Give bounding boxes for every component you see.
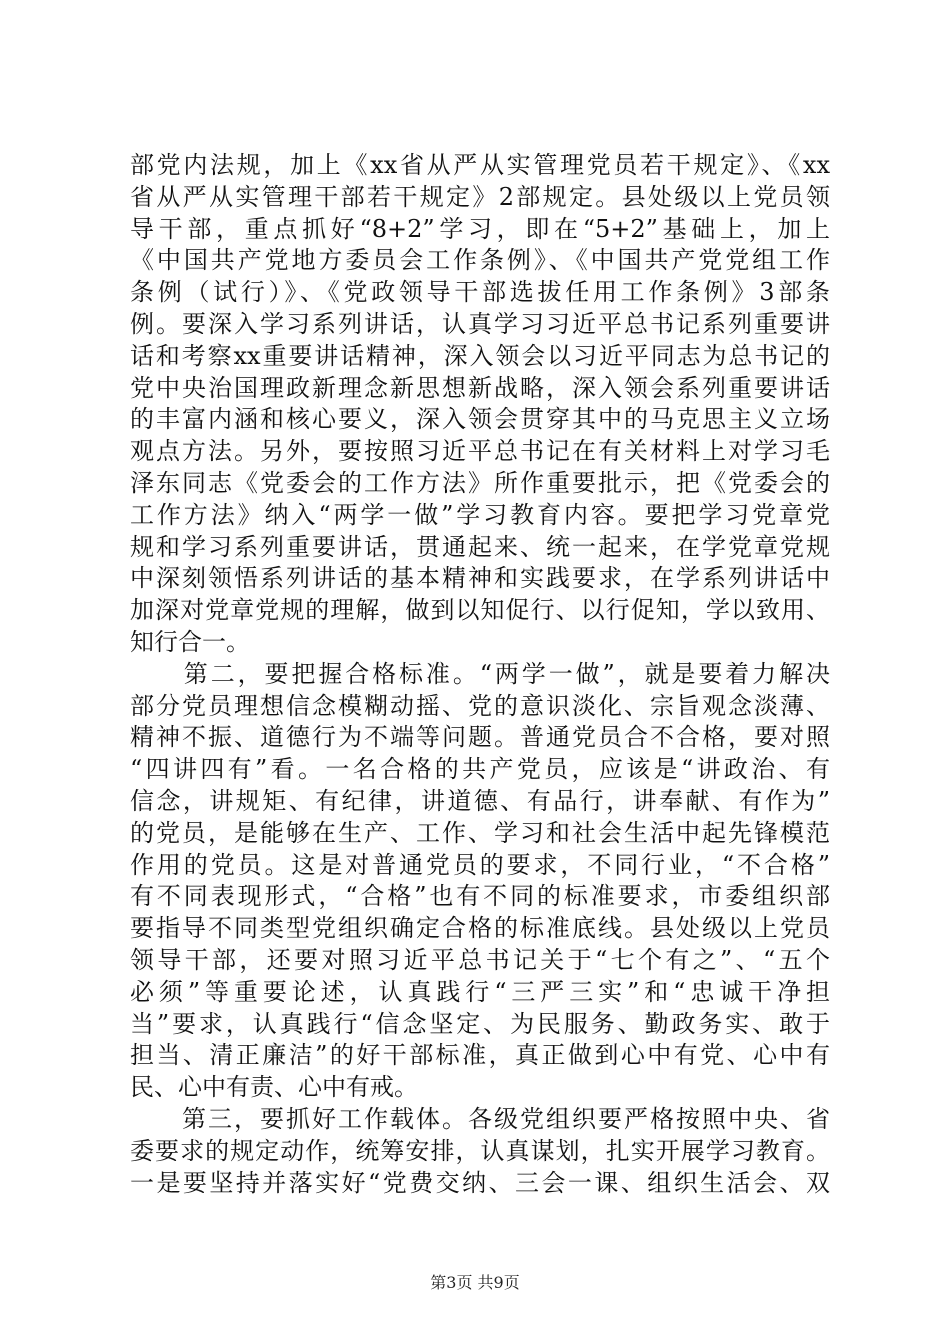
text-line: 加深对党章党规的理解，做到以知促行、以行促知，学以致用、 — [130, 596, 830, 625]
text-line: 的丰富内涵和核心要义，深入领会贯穿其中的马克思主义立场 — [130, 405, 830, 434]
text-line: 规和学习系列重要讲话，贯通起来、统一起来，在学党章党规 — [130, 532, 830, 561]
paragraph-end-line: 民、心中有责、心中有戒。 — [130, 1073, 418, 1102]
body-text — [130, 150, 830, 1199]
text-line: 省从严从实管理干部若干规定》2部规定。县处级以上党员领 — [130, 182, 830, 211]
text-line: 有不同表现形式，“合格”也有不同的标准要求，市委组织部 — [130, 882, 830, 911]
text-line: 《中国共产党地方委员会工作条例》、《中国共产党党组工作 — [130, 246, 830, 275]
text-line: 部党内法规，加上《xx省从严从实管理党员若干规定》、《xx — [130, 151, 830, 179]
page-footer: 第3页 共9页 — [430, 1273, 520, 1292]
text-line: 例。要深入学习系列讲话，认真学习习近平总书记系列重要讲 — [130, 309, 830, 338]
text-line: 担当、清正廉洁”的好干部标准，真正做到心中有党、心中有 — [130, 1041, 830, 1070]
text-line: 导干部，重点抓好“8+2”学习，即在“5+2”基础上，加上 — [130, 214, 830, 243]
text-line: 党中央治国理政新理念新思想新战略，深入领会系列重要讲话 — [130, 373, 830, 402]
text-line: 话和考察xx重要讲话精神，深入领会以习近平同志为总书记的 — [130, 341, 830, 370]
text-line: 信念，讲规矩、有纪律，讲道德、有品行，讲奉献、有作为” — [130, 786, 830, 815]
paragraph-start-line: 第三，要抓好工作载体。各级党组织要严格按照中央、省 — [130, 1104, 830, 1133]
text-line: 部分党员理想信念模糊动摇、党的意识淡化、宗旨观念淡薄、 — [130, 691, 830, 720]
text-line: 一是要坚持并落实好“党费交纳、三会一课、组织生活会、双 — [130, 1168, 830, 1197]
text-line: 条例（试行）》、《党政领导干部选拔任用工作条例》3部条 — [130, 278, 830, 307]
text-line: 委要求的规定动作，统筹安排，认真谋划，扎实开展学习教育。 — [130, 1136, 830, 1165]
text-line: “四讲四有”看。一名合格的共产党员，应该是“讲政治、有 — [130, 755, 830, 784]
paragraph-end-line: 知行合一。 — [130, 627, 250, 656]
text-line: 精神不振、道德行为不端等问题。普通党员合不合格，要对照 — [130, 723, 830, 752]
text-line: 中深刻领悟系列讲话的基本精神和实践要求，在学系列讲话中 — [130, 564, 830, 593]
text-line: 作用的党员。这是对普通党员的要求，不同行业，“不合格” — [130, 850, 830, 879]
text-line: 必须”等重要论述，认真践行“三严三实”和“忠诚干净担 — [130, 977, 830, 1006]
text-line: 领导干部，还要对照习近平总书记关于“七个有之”、“五个 — [130, 945, 830, 974]
text-line: 当”要求，认真践行“信念坚定、为民服务、勤政务实、敢于 — [130, 1009, 830, 1038]
paragraph-start-line: 第二，要把握合格标准。“两学一做”，就是要着力解决 — [130, 659, 830, 688]
text-line: 工作方法》纳入“两学一做”学习教育内容。要把学习党章党 — [130, 500, 830, 529]
text-line: 要指导不同类型党组织确定合格的标准底线。县处级以上党员 — [130, 914, 830, 943]
text-line: 泽东同志《党委会的工作方法》所作重要批示，把《党委会的 — [130, 468, 830, 497]
text-line: 观点方法。另外，要按照习近平总书记在有关材料上对学习毛 — [130, 437, 830, 466]
text-line: 的党员，是能够在生产、工作、学习和社会生活中起先锋模范 — [130, 818, 830, 847]
